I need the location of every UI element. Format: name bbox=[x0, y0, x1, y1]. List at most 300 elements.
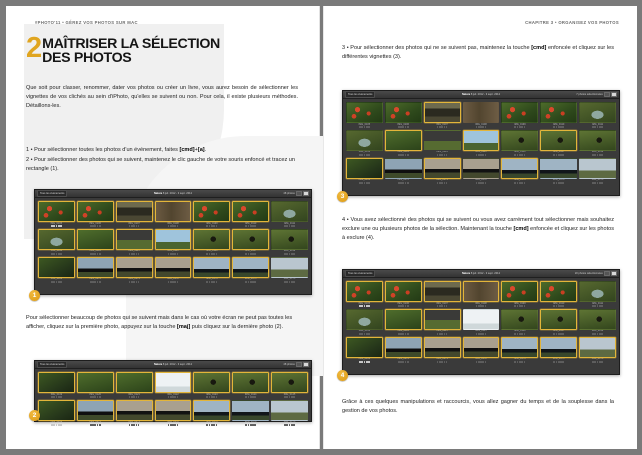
photo-grid-item[interactable] bbox=[385, 309, 422, 335]
star-icon[interactable] bbox=[485, 126, 487, 128]
photo-rating-stars[interactable] bbox=[129, 281, 140, 283]
star-icon[interactable] bbox=[446, 126, 448, 128]
star-icon[interactable] bbox=[94, 281, 96, 283]
star-icon[interactable] bbox=[562, 333, 564, 335]
star-icon[interactable] bbox=[402, 361, 404, 363]
star-icon[interactable] bbox=[245, 225, 247, 227]
photo-grid-item[interactable] bbox=[116, 201, 153, 227]
star-icon[interactable] bbox=[482, 182, 484, 184]
photo-rating-stars[interactable] bbox=[476, 333, 487, 335]
star-icon[interactable] bbox=[286, 281, 288, 283]
photo-thumbnail[interactable] bbox=[38, 201, 75, 222]
star-icon[interactable] bbox=[138, 281, 140, 283]
photo-grid-item[interactable] bbox=[77, 257, 114, 283]
star-icon[interactable] bbox=[206, 225, 208, 227]
star-icon[interactable] bbox=[407, 182, 409, 184]
star-icon[interactable] bbox=[521, 182, 523, 184]
star-icon[interactable] bbox=[133, 253, 135, 255]
photo-grid-item[interactable] bbox=[193, 372, 230, 398]
star-icon[interactable] bbox=[94, 396, 96, 398]
star-icon[interactable] bbox=[53, 396, 55, 398]
star-icon[interactable] bbox=[476, 361, 478, 363]
star-icon[interactable] bbox=[177, 396, 179, 398]
star-icon[interactable] bbox=[476, 154, 478, 156]
star-icon[interactable] bbox=[213, 253, 215, 255]
photo-grid-item[interactable] bbox=[579, 158, 616, 184]
photo-rating-stars[interactable] bbox=[168, 424, 179, 426]
star-icon[interactable] bbox=[402, 154, 404, 156]
star-icon[interactable] bbox=[524, 361, 526, 363]
photo-rating-stars[interactable] bbox=[398, 182, 409, 184]
star-icon[interactable] bbox=[60, 225, 62, 227]
photo-grid-item[interactable] bbox=[155, 201, 192, 227]
star-icon[interactable] bbox=[364, 305, 366, 307]
star-icon[interactable] bbox=[441, 126, 443, 128]
photo-grid-item[interactable] bbox=[424, 337, 461, 363]
star-icon[interactable] bbox=[482, 305, 484, 307]
star-icon[interactable] bbox=[56, 424, 58, 426]
photo-rating-stars[interactable] bbox=[437, 361, 448, 363]
photo-rating-stars[interactable] bbox=[476, 182, 487, 184]
star-icon[interactable] bbox=[444, 126, 446, 128]
photo-grid-item[interactable] bbox=[501, 281, 538, 307]
photo-rating-stars[interactable] bbox=[51, 253, 62, 255]
star-icon[interactable] bbox=[56, 396, 58, 398]
star-icon[interactable] bbox=[293, 253, 295, 255]
photo-grid-item[interactable] bbox=[193, 229, 230, 255]
photo-grid-item[interactable] bbox=[463, 102, 500, 128]
star-icon[interactable] bbox=[286, 396, 288, 398]
star-icon[interactable] bbox=[216, 281, 218, 283]
photo-rating-stars[interactable] bbox=[206, 424, 217, 426]
star-icon[interactable] bbox=[521, 333, 523, 335]
photo-rating-stars[interactable] bbox=[245, 281, 256, 283]
photo-grid-item[interactable] bbox=[346, 337, 383, 363]
star-icon[interactable] bbox=[254, 253, 256, 255]
star-icon[interactable] bbox=[248, 424, 250, 426]
star-icon[interactable] bbox=[361, 182, 363, 184]
star-icon[interactable] bbox=[99, 225, 101, 227]
photo-rating-stars[interactable] bbox=[437, 333, 448, 335]
star-icon[interactable] bbox=[286, 253, 288, 255]
photo-rating-stars[interactable] bbox=[514, 154, 525, 156]
star-icon[interactable] bbox=[402, 333, 404, 335]
photo-grid-item[interactable] bbox=[540, 281, 577, 307]
photo-grid-item[interactable] bbox=[271, 257, 308, 283]
star-icon[interactable] bbox=[444, 154, 446, 156]
photo-grid-item[interactable] bbox=[193, 400, 230, 426]
star-icon[interactable] bbox=[133, 424, 135, 426]
star-icon[interactable] bbox=[60, 424, 62, 426]
photo-grid-item[interactable] bbox=[38, 257, 75, 283]
photo-grid-item[interactable] bbox=[540, 130, 577, 156]
star-icon[interactable] bbox=[361, 126, 363, 128]
all-events-button[interactable]: Tous les événements bbox=[37, 190, 67, 197]
photo-grid-item[interactable] bbox=[38, 229, 75, 255]
star-icon[interactable] bbox=[514, 361, 516, 363]
photo-grid-item[interactable] bbox=[424, 130, 461, 156]
photo-rating-stars[interactable] bbox=[553, 361, 564, 363]
photo-grid-item[interactable] bbox=[385, 130, 422, 156]
photo-grid-item[interactable] bbox=[77, 201, 114, 227]
star-icon[interactable] bbox=[402, 305, 404, 307]
photo-thumbnail[interactable] bbox=[38, 372, 75, 393]
photo-rating-stars[interactable] bbox=[206, 253, 217, 255]
star-icon[interactable] bbox=[216, 225, 218, 227]
star-icon[interactable] bbox=[485, 333, 487, 335]
grid-view-icon[interactable] bbox=[604, 271, 610, 277]
star-icon[interactable] bbox=[482, 154, 484, 156]
star-icon[interactable] bbox=[521, 305, 523, 307]
star-icon[interactable] bbox=[407, 361, 409, 363]
star-icon[interactable] bbox=[482, 361, 484, 363]
photo-rating-stars[interactable] bbox=[245, 424, 256, 426]
star-icon[interactable] bbox=[446, 333, 448, 335]
star-icon[interactable] bbox=[446, 182, 448, 184]
star-icon[interactable] bbox=[245, 396, 247, 398]
star-icon[interactable] bbox=[53, 424, 55, 426]
star-icon[interactable] bbox=[521, 126, 523, 128]
star-icon[interactable] bbox=[206, 424, 208, 426]
photo-rating-stars[interactable] bbox=[129, 424, 140, 426]
photo-grid-item[interactable] bbox=[463, 281, 500, 307]
star-icon[interactable] bbox=[594, 361, 596, 363]
photo-grid-item[interactable] bbox=[38, 201, 75, 227]
star-icon[interactable] bbox=[441, 305, 443, 307]
photo-grid-item[interactable] bbox=[463, 130, 500, 156]
photo-grid-item[interactable] bbox=[501, 158, 538, 184]
star-icon[interactable] bbox=[556, 333, 558, 335]
star-icon[interactable] bbox=[524, 333, 526, 335]
photo-grid-item[interactable] bbox=[579, 281, 616, 307]
photo-grid-item[interactable] bbox=[232, 257, 269, 283]
photo-grid-item[interactable] bbox=[193, 201, 230, 227]
photo-rating-stars[interactable] bbox=[514, 182, 525, 184]
star-icon[interactable] bbox=[594, 126, 596, 128]
photo-thumbnail[interactable] bbox=[579, 102, 616, 123]
photo-rating-stars[interactable] bbox=[553, 182, 564, 184]
star-icon[interactable] bbox=[293, 424, 295, 426]
star-icon[interactable] bbox=[213, 281, 215, 283]
photo-thumbnail[interactable] bbox=[540, 281, 577, 302]
star-icon[interactable] bbox=[136, 281, 138, 283]
star-icon[interactable] bbox=[254, 424, 256, 426]
photo-grid-item[interactable] bbox=[540, 309, 577, 335]
photo-rating-stars[interactable] bbox=[168, 253, 179, 255]
star-icon[interactable] bbox=[368, 182, 370, 184]
star-icon[interactable] bbox=[138, 225, 140, 227]
star-icon[interactable] bbox=[402, 126, 404, 128]
star-icon[interactable] bbox=[446, 361, 448, 363]
photo-rating-stars[interactable] bbox=[168, 281, 179, 283]
photo-grid-item[interactable] bbox=[424, 102, 461, 128]
star-icon[interactable] bbox=[245, 253, 247, 255]
photo-rating-stars[interactable] bbox=[284, 253, 295, 255]
star-icon[interactable] bbox=[485, 305, 487, 307]
photo-grid-item[interactable] bbox=[271, 201, 308, 227]
photo-grid-item[interactable] bbox=[540, 102, 577, 128]
star-icon[interactable] bbox=[556, 182, 558, 184]
star-icon[interactable] bbox=[99, 424, 101, 426]
photo-grid-item[interactable] bbox=[155, 229, 192, 255]
photo-rating-stars[interactable] bbox=[129, 253, 140, 255]
star-icon[interactable] bbox=[361, 361, 363, 363]
photo-thumbnail[interactable] bbox=[424, 102, 461, 123]
star-icon[interactable] bbox=[562, 361, 564, 363]
photo-rating-stars[interactable] bbox=[359, 333, 370, 335]
star-icon[interactable] bbox=[60, 281, 62, 283]
star-icon[interactable] bbox=[446, 305, 448, 307]
star-icon[interactable] bbox=[168, 424, 170, 426]
photo-grid-item[interactable] bbox=[232, 400, 269, 426]
star-icon[interactable] bbox=[562, 126, 564, 128]
photo-rating-stars[interactable] bbox=[553, 154, 564, 156]
star-icon[interactable] bbox=[99, 253, 101, 255]
photo-grid-item[interactable] bbox=[346, 158, 383, 184]
photo-grid-item[interactable] bbox=[77, 400, 114, 426]
star-icon[interactable] bbox=[594, 333, 596, 335]
photo-thumbnail[interactable] bbox=[385, 102, 422, 123]
photo-grid-item[interactable] bbox=[271, 229, 308, 255]
star-icon[interactable] bbox=[368, 154, 370, 156]
photo-grid-item[interactable] bbox=[271, 400, 308, 426]
star-icon[interactable] bbox=[368, 126, 370, 128]
photo-grid-item[interactable] bbox=[385, 337, 422, 363]
star-icon[interactable] bbox=[524, 182, 526, 184]
star-icon[interactable] bbox=[514, 126, 516, 128]
photo-grid-item[interactable] bbox=[77, 372, 114, 398]
star-icon[interactable] bbox=[94, 225, 96, 227]
star-icon[interactable] bbox=[254, 396, 256, 398]
photo-grid-item[interactable] bbox=[155, 400, 192, 426]
star-icon[interactable] bbox=[446, 154, 448, 156]
photo-rating-stars[interactable] bbox=[398, 154, 409, 156]
photo-rating-stars[interactable] bbox=[476, 361, 487, 363]
grid-view-icon[interactable] bbox=[296, 191, 302, 197]
photo-rating-stars[interactable] bbox=[553, 333, 564, 335]
star-icon[interactable] bbox=[553, 305, 555, 307]
photo-thumbnail[interactable] bbox=[346, 281, 383, 302]
star-icon[interactable] bbox=[594, 182, 596, 184]
photo-grid-item[interactable] bbox=[501, 130, 538, 156]
star-icon[interactable] bbox=[361, 305, 363, 307]
star-icon[interactable] bbox=[174, 424, 176, 426]
star-icon[interactable] bbox=[361, 333, 363, 335]
star-icon[interactable] bbox=[364, 126, 366, 128]
star-icon[interactable] bbox=[53, 253, 55, 255]
star-icon[interactable] bbox=[133, 281, 135, 283]
photo-grid-item[interactable] bbox=[116, 400, 153, 426]
star-icon[interactable] bbox=[206, 396, 208, 398]
photo-thumbnail[interactable] bbox=[232, 372, 269, 393]
photo-rating-stars[interactable] bbox=[359, 361, 370, 363]
star-icon[interactable] bbox=[524, 154, 526, 156]
photo-rating-stars[interactable] bbox=[90, 253, 101, 255]
photo-thumbnail[interactable] bbox=[116, 372, 153, 393]
star-icon[interactable] bbox=[53, 225, 55, 227]
star-icon[interactable] bbox=[441, 333, 443, 335]
star-icon[interactable] bbox=[441, 154, 443, 156]
photo-grid-item[interactable] bbox=[232, 201, 269, 227]
star-icon[interactable] bbox=[407, 126, 409, 128]
photo-grid-item[interactable] bbox=[424, 158, 461, 184]
photo-rating-stars[interactable] bbox=[592, 182, 603, 184]
photo-thumbnail[interactable] bbox=[540, 102, 577, 123]
photo-grid-item[interactable] bbox=[540, 337, 577, 363]
star-icon[interactable] bbox=[168, 225, 170, 227]
star-icon[interactable] bbox=[485, 361, 487, 363]
star-icon[interactable] bbox=[60, 253, 62, 255]
star-icon[interactable] bbox=[441, 182, 443, 184]
star-icon[interactable] bbox=[177, 225, 179, 227]
star-icon[interactable] bbox=[136, 225, 138, 227]
star-icon[interactable] bbox=[601, 126, 603, 128]
star-icon[interactable] bbox=[138, 424, 140, 426]
star-icon[interactable] bbox=[56, 281, 58, 283]
star-icon[interactable] bbox=[364, 361, 366, 363]
star-icon[interactable] bbox=[99, 281, 101, 283]
photo-thumbnail[interactable] bbox=[271, 201, 308, 222]
photo-rating-stars[interactable] bbox=[51, 281, 62, 283]
star-icon[interactable] bbox=[56, 253, 58, 255]
star-icon[interactable] bbox=[553, 154, 555, 156]
photo-thumbnail[interactable] bbox=[155, 372, 192, 393]
photo-rating-stars[interactable] bbox=[592, 361, 603, 363]
photo-rating-stars[interactable] bbox=[359, 182, 370, 184]
star-icon[interactable] bbox=[556, 126, 558, 128]
star-icon[interactable] bbox=[293, 281, 295, 283]
star-icon[interactable] bbox=[441, 361, 443, 363]
star-icon[interactable] bbox=[254, 225, 256, 227]
photo-grid-item[interactable] bbox=[579, 102, 616, 128]
star-icon[interactable] bbox=[286, 225, 288, 227]
photo-rating-stars[interactable] bbox=[284, 281, 295, 283]
star-icon[interactable] bbox=[213, 225, 215, 227]
photo-grid-item[interactable] bbox=[463, 158, 500, 184]
star-icon[interactable] bbox=[136, 424, 138, 426]
photo-thumbnail[interactable] bbox=[501, 281, 538, 302]
photo-rating-stars[interactable] bbox=[359, 154, 370, 156]
list-view-icon[interactable] bbox=[303, 362, 309, 368]
photo-thumbnail[interactable] bbox=[501, 102, 538, 123]
star-icon[interactable] bbox=[514, 333, 516, 335]
photo-grid-item[interactable] bbox=[501, 102, 538, 128]
photo-thumbnail[interactable] bbox=[385, 281, 422, 302]
star-icon[interactable] bbox=[444, 305, 446, 307]
star-icon[interactable] bbox=[485, 154, 487, 156]
star-icon[interactable] bbox=[521, 154, 523, 156]
photo-grid-item[interactable] bbox=[232, 229, 269, 255]
star-icon[interactable] bbox=[444, 333, 446, 335]
star-icon[interactable] bbox=[168, 281, 170, 283]
photo-grid-item[interactable] bbox=[385, 158, 422, 184]
list-view-icon[interactable] bbox=[611, 92, 617, 98]
star-icon[interactable] bbox=[206, 281, 208, 283]
photo-rating-stars[interactable] bbox=[514, 333, 525, 335]
photo-thumbnail[interactable] bbox=[271, 372, 308, 393]
star-icon[interactable] bbox=[444, 182, 446, 184]
star-icon[interactable] bbox=[482, 126, 484, 128]
all-events-button[interactable]: Tous les événements bbox=[345, 270, 375, 277]
photo-grid-item[interactable] bbox=[116, 229, 153, 255]
star-icon[interactable] bbox=[136, 396, 138, 398]
photo-rating-stars[interactable] bbox=[90, 281, 101, 283]
grid-view-icon[interactable] bbox=[296, 362, 302, 368]
star-icon[interactable] bbox=[60, 396, 62, 398]
star-icon[interactable] bbox=[99, 396, 101, 398]
photo-rating-stars[interactable] bbox=[592, 154, 603, 156]
grid-view-icon[interactable] bbox=[604, 92, 610, 98]
photo-grid-item[interactable] bbox=[579, 337, 616, 363]
photo-grid-item[interactable] bbox=[346, 281, 383, 307]
photo-grid-item[interactable] bbox=[579, 130, 616, 156]
star-icon[interactable] bbox=[177, 281, 179, 283]
star-icon[interactable] bbox=[514, 182, 516, 184]
star-icon[interactable] bbox=[364, 333, 366, 335]
photo-grid-item[interactable] bbox=[38, 372, 75, 398]
star-icon[interactable] bbox=[562, 182, 564, 184]
star-icon[interactable] bbox=[601, 182, 603, 184]
photo-grid-item[interactable] bbox=[232, 372, 269, 398]
star-icon[interactable] bbox=[293, 396, 295, 398]
photo-rating-stars[interactable] bbox=[245, 253, 256, 255]
star-icon[interactable] bbox=[556, 305, 558, 307]
photo-thumbnail[interactable] bbox=[77, 372, 114, 393]
star-icon[interactable] bbox=[174, 253, 176, 255]
photo-grid-item[interactable] bbox=[501, 337, 538, 363]
star-icon[interactable] bbox=[482, 333, 484, 335]
star-icon[interactable] bbox=[594, 154, 596, 156]
star-icon[interactable] bbox=[556, 361, 558, 363]
star-icon[interactable] bbox=[407, 333, 409, 335]
star-icon[interactable] bbox=[248, 225, 250, 227]
star-icon[interactable] bbox=[206, 253, 208, 255]
star-icon[interactable] bbox=[53, 281, 55, 283]
star-icon[interactable] bbox=[368, 361, 370, 363]
star-icon[interactable] bbox=[361, 154, 363, 156]
photo-rating-stars[interactable] bbox=[592, 333, 603, 335]
star-icon[interactable] bbox=[476, 182, 478, 184]
photo-rating-stars[interactable] bbox=[284, 424, 295, 426]
photo-grid-item[interactable] bbox=[38, 400, 75, 426]
star-icon[interactable] bbox=[476, 305, 478, 307]
photo-grid-item[interactable] bbox=[424, 281, 461, 307]
photo-grid-item[interactable] bbox=[501, 309, 538, 335]
photo-rating-stars[interactable] bbox=[437, 154, 448, 156]
star-icon[interactable] bbox=[254, 281, 256, 283]
star-icon[interactable] bbox=[168, 253, 170, 255]
photo-rating-stars[interactable] bbox=[398, 333, 409, 335]
photo-thumbnail[interactable] bbox=[155, 201, 192, 222]
star-icon[interactable] bbox=[521, 361, 523, 363]
star-icon[interactable] bbox=[248, 281, 250, 283]
photo-thumbnail[interactable] bbox=[116, 201, 153, 222]
photo-grid-item[interactable] bbox=[463, 309, 500, 335]
star-icon[interactable] bbox=[368, 305, 370, 307]
star-icon[interactable] bbox=[216, 396, 218, 398]
photo-rating-stars[interactable] bbox=[476, 154, 487, 156]
photo-grid-item[interactable] bbox=[346, 130, 383, 156]
photo-grid-item[interactable] bbox=[579, 309, 616, 335]
photo-thumbnail[interactable] bbox=[232, 201, 269, 222]
star-icon[interactable] bbox=[133, 396, 135, 398]
star-icon[interactable] bbox=[601, 154, 603, 156]
star-icon[interactable] bbox=[138, 253, 140, 255]
star-icon[interactable] bbox=[136, 253, 138, 255]
star-icon[interactable] bbox=[524, 126, 526, 128]
star-icon[interactable] bbox=[514, 154, 516, 156]
star-icon[interactable] bbox=[485, 182, 487, 184]
